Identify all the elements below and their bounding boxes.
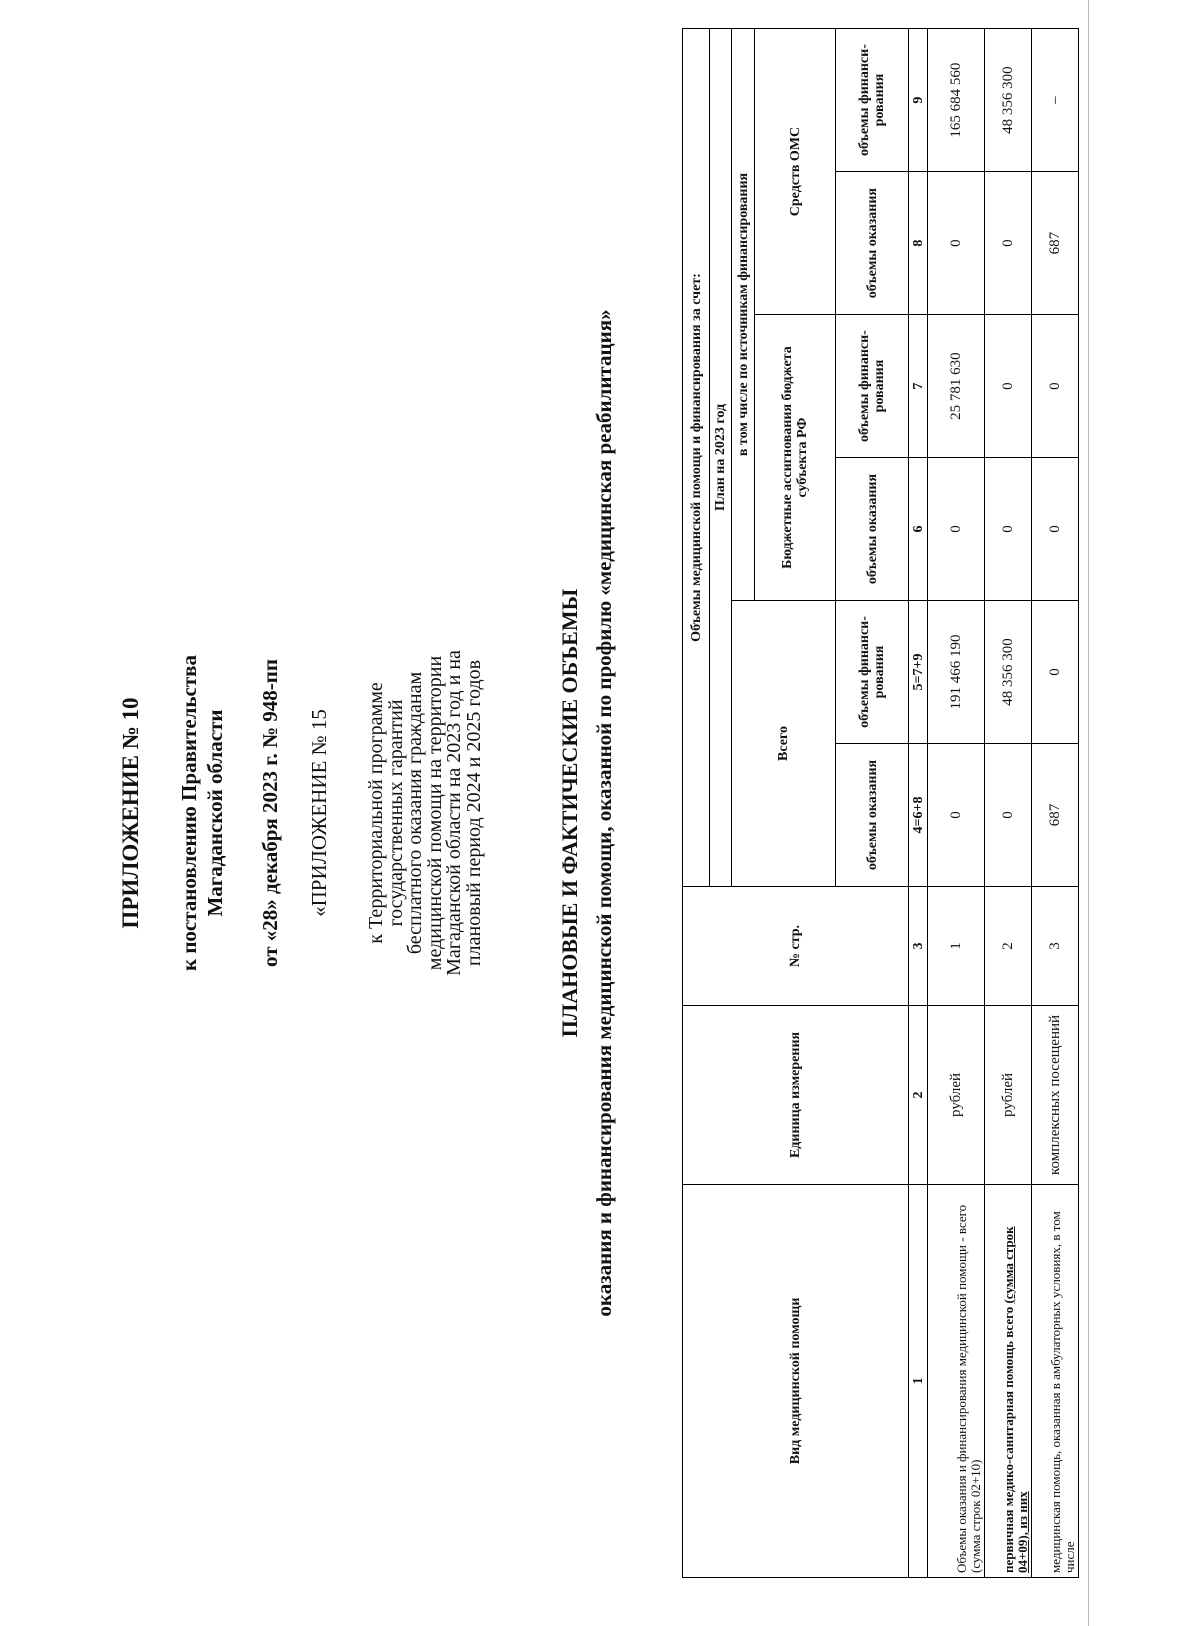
header-plan: План на 2023 год [710,29,732,887]
header-total-financing: объемы финанси-рования [836,601,909,744]
decree-line-1: к постановлению Правительства [177,654,201,972]
header-oms-provision: объемы оказания [836,172,909,315]
header-oms-financing: объемы финанси-рования [836,29,909,172]
total-provision-cell: 0 [985,743,1032,886]
oms-financing-cell: 48 356 300 [985,29,1032,172]
header-sources: в том числе по источникам финансирования [732,29,755,601]
header-budget: Бюджетные ассигнования бюджета субъекта РФ [755,315,836,601]
program-reference [367,0,484,1626]
total-provision-cell: 0 [928,743,985,886]
row-unit: рублей [928,1006,985,1185]
row-number: 2 [985,886,1032,1005]
row-label-part: первичная медико-санитарная помощь всего [1001,1303,1016,1573]
header-total: Всего [732,601,836,887]
program-line: плановый период 2024 и 2025 годов [462,659,485,967]
decree-date: от «28» декабря 2023 г. № 948-пп [258,658,282,968]
decree-line-2: Магаданской области [203,709,227,917]
row-label [985,1184,1032,1577]
column-number: 2 [909,1006,928,1185]
appendix-old-number: «ПРИЛОЖЕНИЕ № 15 [307,709,331,917]
program-line: Магаданской области на 2023 год и на [443,650,465,976]
budget-financing-cell: 0 [985,315,1032,458]
oms-financing-cell: 165 684 560 [928,29,985,172]
row-unit: рублей [985,1006,1032,1185]
row-label-underlined-part: (сумма строк 04+09), из них [1001,1226,1030,1573]
row-label: медицинская помощь, оказанная в амбулаторных условиях, в том числе [1032,1184,1079,1577]
oms-provision-cell: 0 [985,172,1032,315]
budget-provision-cell: 0 [928,458,985,601]
total-provision-cell: 687 [1032,743,1079,886]
volumes-table [682,28,1079,1578]
column-number: 8 [909,172,928,315]
oms-financing-cell: – [1032,29,1079,172]
header-total-provision: объемы оказания [836,743,909,886]
column-number: 3 [909,886,928,1005]
header-row-no: № стр. [683,886,909,1005]
table-row [928,29,985,1578]
program-line: к Территориальной программе [365,682,387,944]
column-number: 4=6+8 [909,743,928,886]
decree-reference [176,0,228,1626]
header-volumes-group: Объемы медицинской помощи и финансирования за счет: [683,29,710,887]
column-number: 6 [909,458,928,601]
column-number: 1 [909,1184,928,1577]
column-number: 5=7+9 [909,601,928,744]
budget-provision-cell: 0 [985,458,1032,601]
column-number: 7 [909,315,928,458]
table-row [1032,29,1079,1578]
header-unit: Единица измерения [683,1006,909,1185]
row-number: 1 [928,886,985,1005]
budget-financing-cell: 25 781 630 [928,315,985,458]
column-number: 9 [909,29,928,172]
document-subtitle: оказания и финансирования медицинской помощи, оказанной по профилю «медицинская реабилитация» [592,309,616,1317]
total-financing-cell: 191 466 190 [928,601,985,744]
budget-financing-cell: 0 [1032,315,1079,458]
table-row [985,29,1032,1578]
row-unit: комплексных посещений [1032,1006,1079,1185]
header-budget-provision: объемы оказания [836,458,909,601]
header-budget-financing: объемы финанси-рования [836,315,909,458]
program-line: бесплатного оказания гражданам [404,671,426,955]
column-numbers-row [909,29,928,1578]
oms-provision-cell: 0 [928,172,985,315]
program-line: государственных гарантий [384,699,407,927]
oms-provision-cell: 687 [1032,172,1079,315]
header-oms: Средств ОМС [755,29,836,315]
document-title: ПЛАНОВЫЕ И ФАКТИЧЕСКИЕ ОБЪЕМЫ [557,588,582,1038]
total-financing-cell: 48 356 300 [985,601,1032,744]
row-label: Объемы оказания и финансирования медицинской помощи - всего (сумма строк 02+10) [928,1184,985,1577]
total-financing-cell: 0 [1032,601,1079,744]
row-number: 3 [1032,886,1079,1005]
budget-provision-cell: 0 [1032,458,1079,601]
program-line: медицинской помощи на территории [423,655,446,971]
header-kind: Вид медицинской помощи [683,1184,909,1577]
appendix-number: ПРИЛОЖЕНИЕ № 10 [118,697,143,929]
